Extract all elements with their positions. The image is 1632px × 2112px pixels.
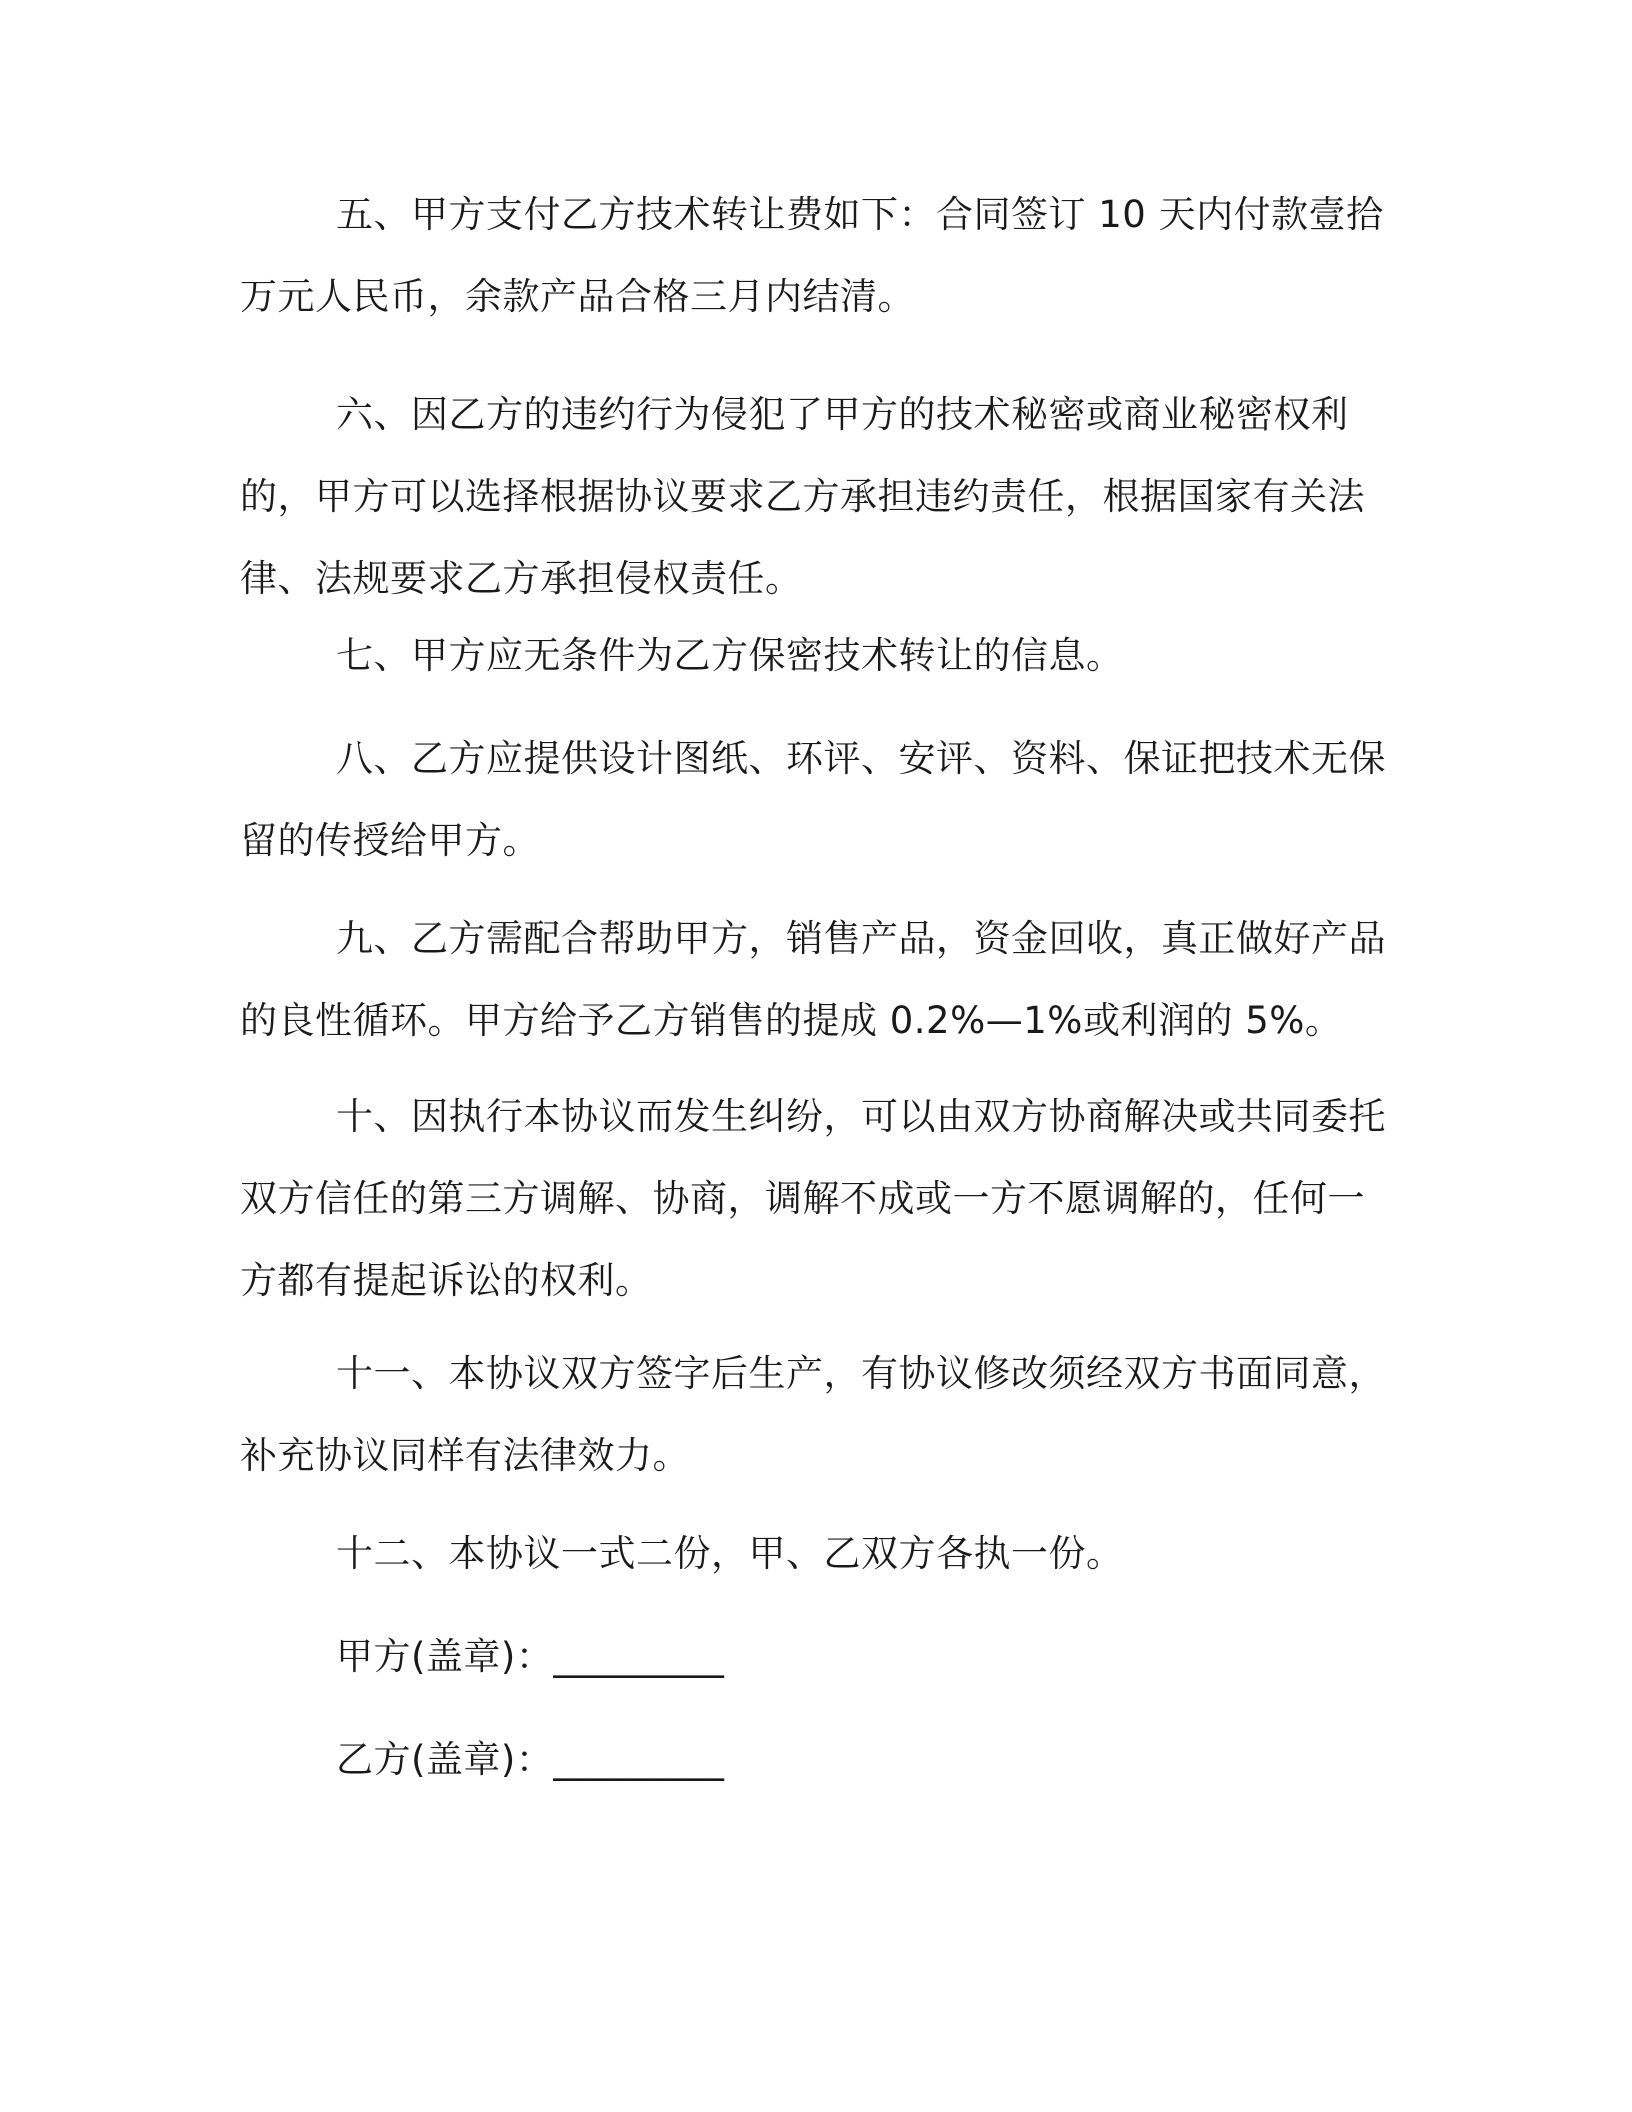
clause-8: 八、乙方应提供设计图纸、环评、安评、资料、保证把技术无保留的传授给甲方。 [240, 737, 1386, 862]
clause-12: 十二、本协议一式二份，甲、乙双方各执一份。 [336, 1532, 1124, 1575]
clause-11: 十一、本协议双方签字后生产，有协议修改须经双方书面同意，补充协议同样有法律效力。 [240, 1352, 1386, 1477]
clause-9: 九、乙方需配合帮助甲方，销售产品，资金回收，真正做好产品的良性循环。甲方给予乙方销售的提成 0.2%—1%或利润的 5%。 [240, 917, 1386, 1042]
clause-5: 五、甲方支付乙方技术转让费如下：合同签订 10 天内付款壹拾万元人民币，余款产品合格三月内结清。 [240, 193, 1384, 318]
party-a-seal-line: 甲方(盖章)：_________ [336, 1635, 725, 1678]
clause-10: 十、因执行本协议而发生纠纷，可以由双方协商解决或共同委托双方信任的第三方调解、协商，调解不成或一方不愿调解的，任何一方都有提起诉讼的权利。 [240, 1095, 1386, 1302]
clause-6: 六、因乙方的违约行为侵犯了甲方的技术秘密或商业秘密权利的，甲方可以选择根据协议要求乙方承担违约责任，根据国家有关法律、法规要求乙方承担侵权责任。 [240, 393, 1365, 600]
clause-7: 七、甲方应无条件为乙方保密技术转让的信息。 [336, 634, 1124, 677]
party-b-seal-line: 乙方(盖章)：_________ [336, 1738, 725, 1781]
